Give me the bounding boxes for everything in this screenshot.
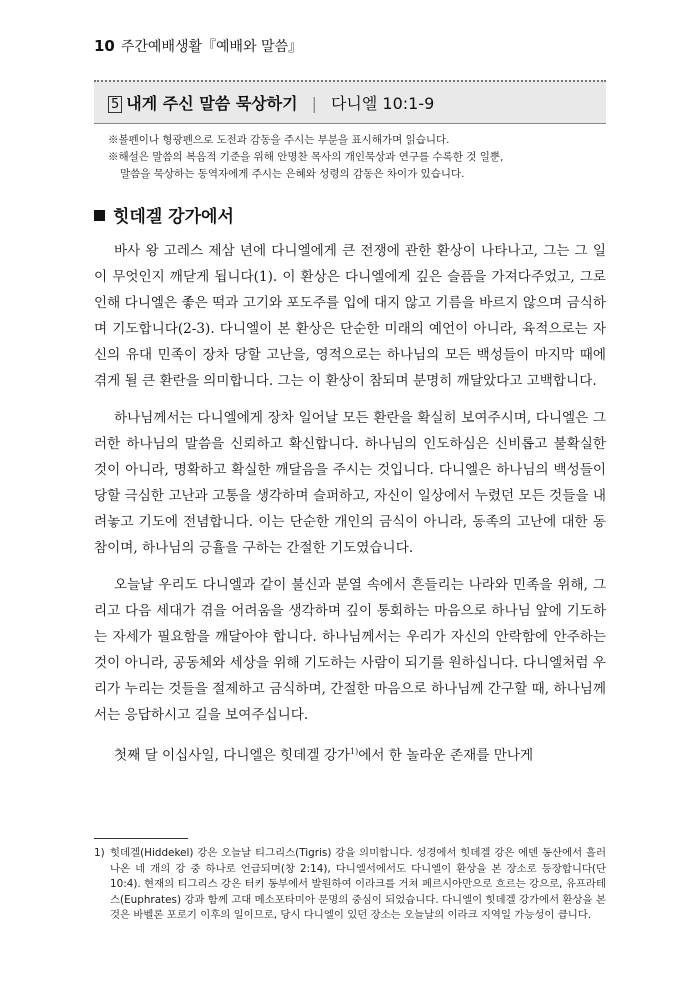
note-line: 말씀을 묵상하는 동역자에게 주시는 은혜와 성령의 감동은 차이가 있습니다.: [120, 168, 465, 180]
body-paragraph: 바사 왕 고레스 제삼 년에 다니엘에게 큰 전쟁에 관한 환상이 나타나고, 그는 그 일이 무엇인지 깨닫게 됩니다(1). 이 환상은 다니엘에게 깊은 슬픔을 가져다주었고, 그로 인해 다니엘은 좋은 떡과 고기와 포도주를 입에 대지 않고 기름을 바르지 않으며 금식하며 기도합니다(2-3). 다니엘이 본 환상은 단순한 미래의 예언이 아니라, 육적으로는 자신의 유대 민족이 장차 당할 고난을, 영적으로는 하나님의 모든 백성들이 마지막 때에 겪게 될 큰 환란을 의미합니다. 그는 이 환상이 참되며 분명히 깨달았다고 고백합니다.: [94, 243, 606, 389]
section-title: 힛데겔 강가에서: [113, 207, 234, 227]
scripture-reference: 다니엘 10:1-9: [330, 94, 435, 113]
reading-notes: [108, 132, 608, 183]
footnote: [94, 846, 606, 924]
square-bullet-icon: [94, 210, 105, 221]
body-paragraph: 첫째 달 이십사일, 다니엘은 힛데겔 강가$^{1)}$에서 한 놀라운 존재를 만나게: [114, 747, 534, 764]
note-line: ※해설은 말씀의 복음적 기준을 위해 안명찬 목사의 개인묵상과 연구를 수록한 것 일뿐,: [108, 151, 504, 163]
footnote-text: 힛데겔(Hiddekel) 강은 오늘날 티그리스(Tigris) 강을 의미합니다. 성경에서 힛데겔 강은 에덴 동산에서 흘러나온 네 개의 강 중 하나로 언급되며(창 2:14), 다니엘서에서도 다니엘이 환상을 본 장소로 등장합니다(단 10:4). 현재의 티그리스 강은 터키 동부에서 발원하여 이라크를 거쳐 페르시아만으로 흐르는 강으로, 유프라테스(Euphrates) 강과 함께 고대 메소포타미아 문명의 중심이 되었습니다. 다니엘이 힛데겔 강가에서 환상을 본 것은 바벨론 포로기 이후의 일이므로, 당시 다니엘이 있던 장소는 오늘날의 이라크 지역일 가능성이 큽니다.: [110, 847, 606, 922]
footnote-divider: [94, 838, 188, 839]
body-paragraph: 오늘날 우리도 다니엘과 같이 불신과 분열 속에서 흔들리는 나라와 민족을 위해, 그리고 다음 세대가 겪을 어려움을 생각하며 깊이 통회하는 마음으로 하나님 앞에 기도하는 자세가 필요함을 깨달아야 합니다. 하나님께서는 우리가 자신의 안락함에 안주하는 것이 아니라, 공동체와 세상을 위해 기도하는 사람이 되기를 원하십니다. 다니엘처럼 우리가 누리는 것들을 절제하고 금식하며, 간절한 마음으로 하나님께 간구할 때, 하나님께서는 응답하시고 길을 보여주십니다.: [94, 577, 606, 723]
body-paragraph: 하나님께서는 다니엘에게 장차 일어날 모든 환란을 확실히 보여주시며, 다니엘은 그러한 하나님의 말씀을 신뢰하고 확신합니다. 하나님의 인도하심은 신비롭고 불확실한 것이 아니라, 명확하고 확실한 깨달음을 주시는 것입니다. 다니엘은 하나님의 백성들이 당할 극심한 고난과 고통을 생각하며 슬퍼하고, 자신이 일상에서 누렸던 모든 것들을 내려놓고 기도에 전념합니다. 이는 단순한 개인의 금식이 아니라, 동족의 고난에 대한 동참이며, 하나님의 긍휼을 구하는 간절한 기도였습니다.: [94, 410, 606, 556]
running-header: [94, 36, 302, 56]
commentary-body: [94, 238, 606, 769]
box-separator: |: [311, 94, 317, 113]
page-number: 10: [94, 37, 115, 55]
box-number: 5: [108, 96, 122, 113]
meditation-title-box: [94, 80, 606, 124]
publication-title: 주간예배생활『예배와 말씀』: [120, 39, 303, 55]
note-line: ※볼펜이나 형광펜으로 도전과 감동을 주시는 부분을 표시해가며 읽습니다.: [108, 134, 450, 146]
footnote-mark: 1): [94, 847, 105, 859]
section-heading: [94, 202, 234, 227]
footnote-reference[interactable]: 1): [350, 747, 359, 756]
box-title: 내게 주신 말씀 묵상하기: [126, 94, 298, 113]
